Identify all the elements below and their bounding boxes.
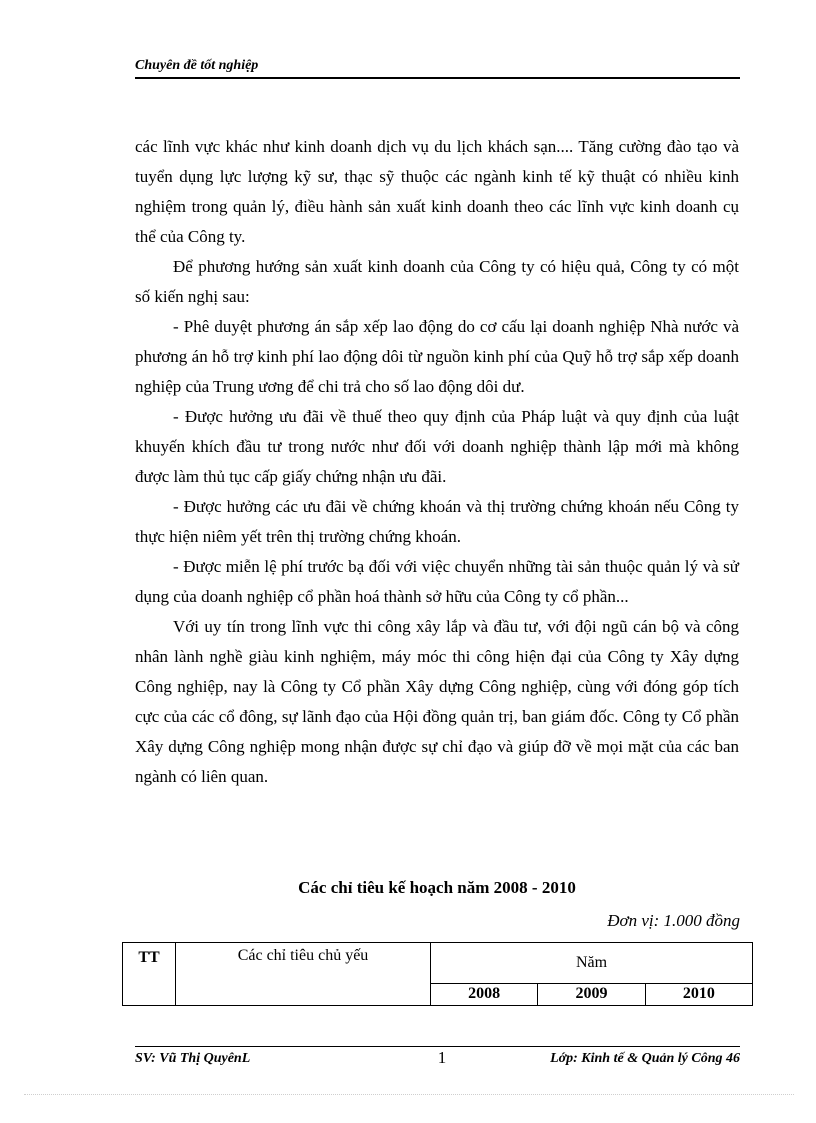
column-header-year-2008: 2008	[431, 983, 538, 1005]
column-header-year-2010: 2010	[645, 983, 752, 1005]
footer-class-name: Lớp: Kinh tế & Quản lý Công 46	[550, 1051, 740, 1066]
footer-divider	[135, 1046, 740, 1047]
footer-student-name: SV: Vũ Thị QuyênL	[135, 1051, 251, 1066]
paragraph-recommendation-intro: Để phương hướng sản xuất kinh doanh của Công ty có hiệu quả, Công ty có một số kiến nghị sau:	[135, 257, 739, 306]
plan-indicators-table	[122, 942, 753, 1006]
paragraph-continued: các lĩnh vực khác như kinh doanh dịch vụ du lịch khách sạn.... Tăng cường đào tạo và tuyển dụng lực lượng kỹ sư, thạc sỹ thuộc các ngành kinh tế kỹ thuật có nhiều kinh nghiệm trong quản lý, điều hành sản xuất kinh doanh theo các lĩnh vực kinh doanh cụ thể của Công ty.	[135, 137, 739, 246]
paragraph-recommendation-labor: - Phê duyệt phương án sắp xếp lao động do cơ cấu lại doanh nghiệp Nhà nước và phương án hỗ trợ kinh phí lao động dôi từ nguồn kinh phí của Quỹ hỗ trợ sắp xếp doanh nghiệp của Trung ương để chi trả cho số lao động dôi dư.	[135, 317, 739, 396]
footer-page-number: 1	[437, 1048, 447, 1067]
column-header-indicators: Các chỉ tiêu chủ yếu	[176, 943, 431, 1006]
paragraph-recommendation-fees: - Được miễn lệ phí trước bạ đối với việc chuyển những tài sản thuộc quản lý và sử dụng của doanh nghiệp cổ phần hoá thành sở hữu của Công ty cổ phần...	[135, 557, 739, 606]
page-bottom-edge	[24, 1094, 794, 1095]
page-header-title: Chuyên đề tốt nghiệp	[135, 58, 259, 73]
document-body	[135, 132, 739, 792]
table-title: Các chỉ tiêu kế hoạch năm 2008 - 2010	[298, 878, 576, 897]
paragraph-recommendation-tax: - Được hưởng ưu đãi về thuế theo quy định của Pháp luật và quy định của luật khuyến khích đầu tư trong nước như đối với doanh nghiệp thành lập mới mà không được làm thủ tục cấp giấy chứng nhận ưu đãi.	[135, 407, 739, 486]
header-divider	[135, 77, 740, 79]
column-header-tt: TT	[123, 943, 176, 1006]
column-header-year-group: Năm	[431, 943, 753, 984]
paragraph-recommendation-securities: - Được hưởng các ưu đãi về chứng khoán và thị trường chứng khoán nếu Công ty thực hiện niêm yết trên thị trường chứng khoán.	[135, 497, 739, 546]
paragraph-conclusion: Với uy tín trong lĩnh vực thi công xây lắp và đầu tư, với đội ngũ cán bộ và công nhân lành nghề giàu kinh nghiệm, máy móc thi công hiện đại của Công ty Xây dựng Công nghiệp, nay là Công ty Cổ phần Xây dựng Công nghiệp, cùng với đóng góp tích cực của các cổ đông, sự lãnh đạo của Hội đồng quản trị, ban giám đốc. Công ty Cổ phần Xây dựng Công nghiệp mong nhận được sự chỉ đạo và giúp đỡ về mọi mặt của các ban ngành có liên quan.	[135, 617, 739, 786]
table-unit-note: Đơn vị: 1.000 đồng	[607, 911, 740, 930]
column-header-year-2009: 2009	[538, 983, 645, 1005]
